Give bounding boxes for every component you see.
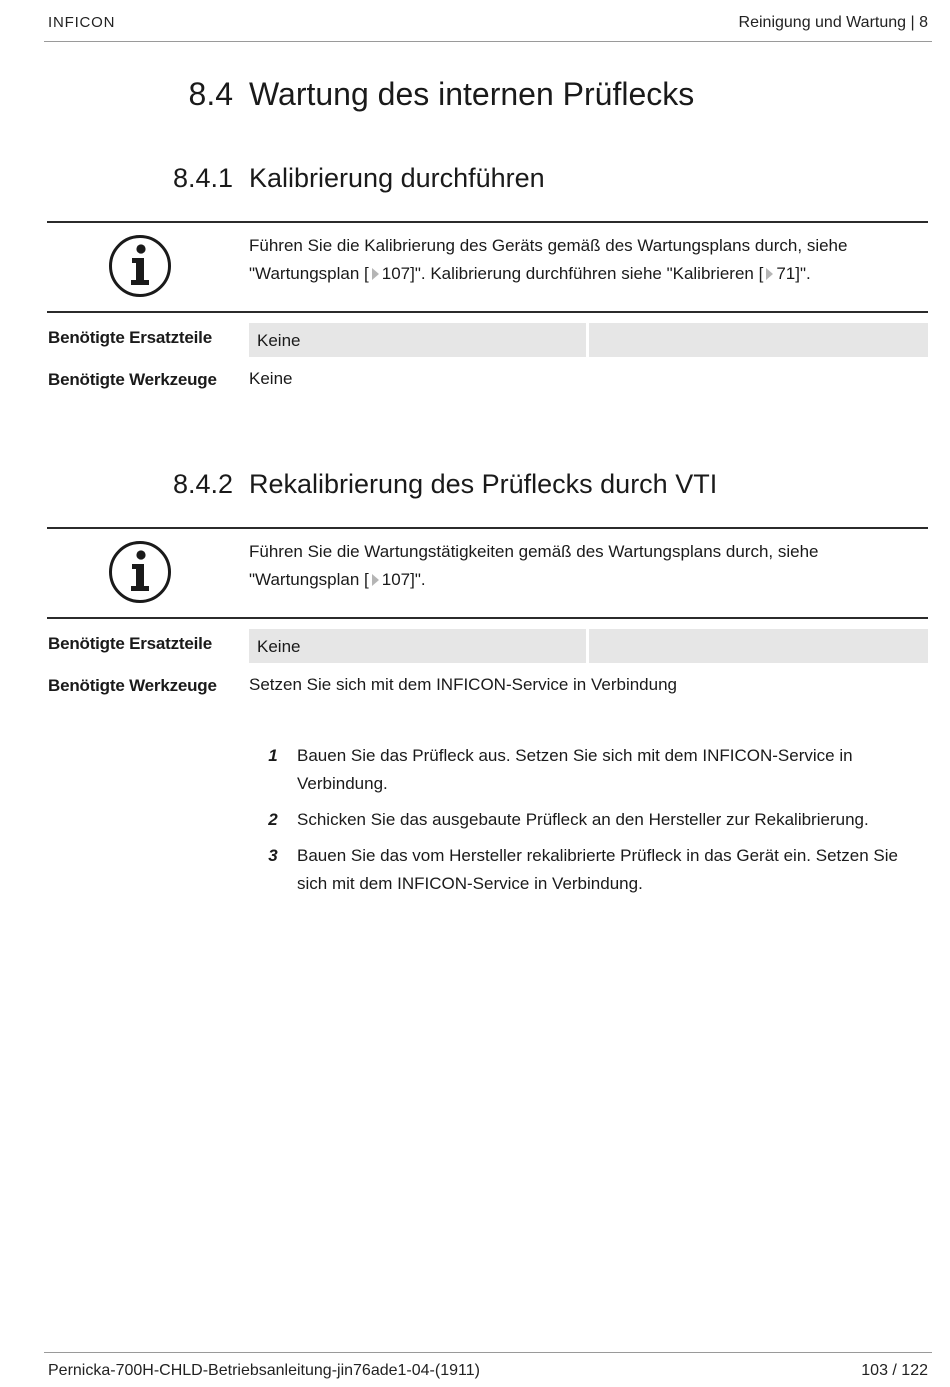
info-text-1 <box>249 232 909 288</box>
step-number-3: 3 <box>268 846 278 865</box>
parts-label-1: Benötigte Ersatzteile <box>48 328 212 347</box>
step-2-line-1: Schicken Sie das ausgebaute Prüfleck an den Hersteller zur Rekalibrierung. <box>297 810 869 829</box>
section-title: Wartung des internen Prüflecks <box>249 76 695 112</box>
info-text-1-part-b[interactable]: 107]". Kalibrierung durchführen siehe "Kalibrieren [ <box>381 264 764 283</box>
info-box-top-rule-1 <box>47 221 928 223</box>
info-text-2-part-a: "Wartungsplan [ <box>249 570 369 589</box>
step-text-2 <box>297 806 932 834</box>
cross-reference-arrow-icon <box>372 268 379 280</box>
step-3-line-1: Bauen Sie das vom Hersteller rekalibrierte Prüfleck in das Gerät ein. Setzen Sie <box>297 846 898 865</box>
step-number-2: 2 <box>268 810 278 829</box>
tools-value-2: Setzen Sie sich mit dem INFICON-Service in Verbindung <box>249 675 678 694</box>
parts-cell-empty-2 <box>589 629 928 663</box>
header-brand: INFICON <box>48 14 116 31</box>
parts-value-1: Keine <box>257 331 301 350</box>
info-text-1-part-a: "Wartungsplan [ <box>249 264 369 283</box>
parts-value-2: Keine <box>257 637 301 656</box>
step-3-line-2: sich mit dem INFICON-Service in Verbindung. <box>297 874 643 893</box>
info-text-2 <box>249 538 909 594</box>
info-box-bottom-rule-2 <box>47 617 928 619</box>
parts-label-2: Benötigte Ersatzteile <box>48 634 212 653</box>
info-circle-icon <box>108 540 172 604</box>
step-1-line-1: Bauen Sie das Prüfleck aus. Setzen Sie sich mit dem INFICON-Service in <box>297 746 853 765</box>
step-1-line-2: Verbindung. <box>297 774 388 793</box>
parts-cell-1 <box>249 323 586 357</box>
info-text-1-line-1: Führen Sie die Kalibrierung des Geräts gemäß des Wartungsplans durch, siehe <box>249 236 848 255</box>
info-box-top-rule-2 <box>47 527 928 529</box>
section-number: 8.4 <box>188 76 233 112</box>
footer-document-id: Pernicka-700H-CHLD-Betriebsanleitung-jin76ade1-04-(1911) <box>48 1362 480 1379</box>
info-box-bottom-rule-1 <box>47 311 928 313</box>
info-text-1-part-c[interactable]: 71]". <box>776 264 811 283</box>
info-text-2-line-1: Führen Sie die Wartungstätigkeiten gemäß des Wartungsplans durch, siehe <box>249 542 819 561</box>
info-text-1-line-2 <box>249 260 909 288</box>
info-text-2-line-2 <box>249 566 909 594</box>
info-circle-icon <box>108 234 172 298</box>
tools-value-1: Keine <box>249 369 293 388</box>
cross-reference-arrow-icon <box>766 268 773 280</box>
info-text-2-part-b[interactable]: 107]". <box>381 570 426 589</box>
subsection-number-2: 8.4.2 <box>172 469 233 499</box>
tools-label-1: Benötigte Werkzeuge <box>48 370 217 389</box>
step-text-3 <box>297 842 932 898</box>
tools-label-2: Benötigte Werkzeuge <box>48 676 217 695</box>
subsection-number-1: 8.4.1 <box>172 163 233 193</box>
footer-page-number: 103 / 122 <box>861 1362 928 1379</box>
footer-divider <box>44 1352 932 1353</box>
parts-cell-empty-1 <box>589 323 928 357</box>
step-number-1: 1 <box>268 746 278 765</box>
parts-cell-2 <box>249 629 586 663</box>
header-divider <box>44 41 932 42</box>
cross-reference-arrow-icon <box>372 574 379 586</box>
subsection-title-2: Rekalibrierung des Prüflecks durch VTI <box>249 469 718 499</box>
subsection-title-1: Kalibrierung durchführen <box>249 163 545 193</box>
step-text-1 <box>297 742 932 798</box>
header-section: Reinigung und Wartung | 8 <box>738 14 928 31</box>
